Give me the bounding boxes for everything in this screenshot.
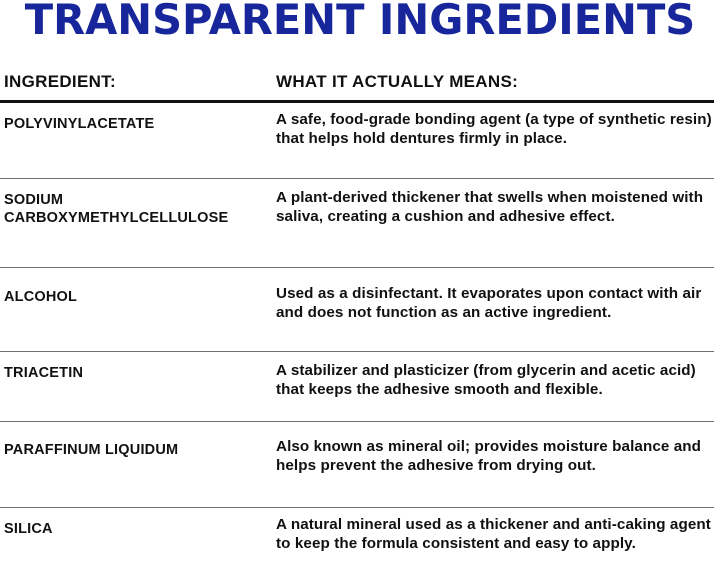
ingredient-name: TRIACETIN	[4, 365, 84, 381]
table-row	[0, 422, 714, 508]
ingredient-meaning: A plant-derived thickener that swells when moistened with saliva, creating a cushion and adhesive effect.	[276, 189, 704, 225]
ingredient-column-header: INGREDIENT:	[4, 72, 116, 91]
table-row	[0, 103, 714, 179]
ingredient-meaning: Also known as mineral oil; provides moisture balance and helps prevent the adhesive from drying out.	[276, 438, 702, 474]
table-row	[0, 352, 714, 422]
ingredient-name: POLYVINYLACETATE	[4, 116, 155, 132]
ingredient-meaning: A stabilizer and plasticizer (from glycerin and acetic acid) that keeps the adhesive smooth and flexible.	[276, 362, 696, 398]
table-row	[0, 179, 714, 268]
ingredient-meaning: A natural mineral used as a thickener and anti-caking agent to keep the formula consistent and easy to apply.	[276, 516, 711, 552]
table-row	[0, 508, 714, 572]
ingredient-meaning: A safe, food-grade bonding agent (a type of synthetic resin) that helps hold dentures firmly in place.	[276, 111, 712, 147]
ingredient-name: PARAFFINUM LIQUIDUM	[4, 442, 179, 458]
ingredient-meaning: Used as a disinfectant. It evaporates upon contact with air and does not function as an active ingredient.	[276, 285, 702, 321]
meaning-column-header: WHAT IT ACTUALLY MEANS:	[276, 72, 519, 91]
table-row	[0, 268, 714, 352]
page-title: TRANSPARENT INGREDIENTS	[24, 0, 696, 44]
ingredient-name: SILICA	[4, 521, 53, 537]
ingredient-name: ALCOHOL	[4, 289, 78, 305]
ingredient-name: SODIUM CARBOXYMETHYLCELLULOSE	[4, 192, 229, 226]
